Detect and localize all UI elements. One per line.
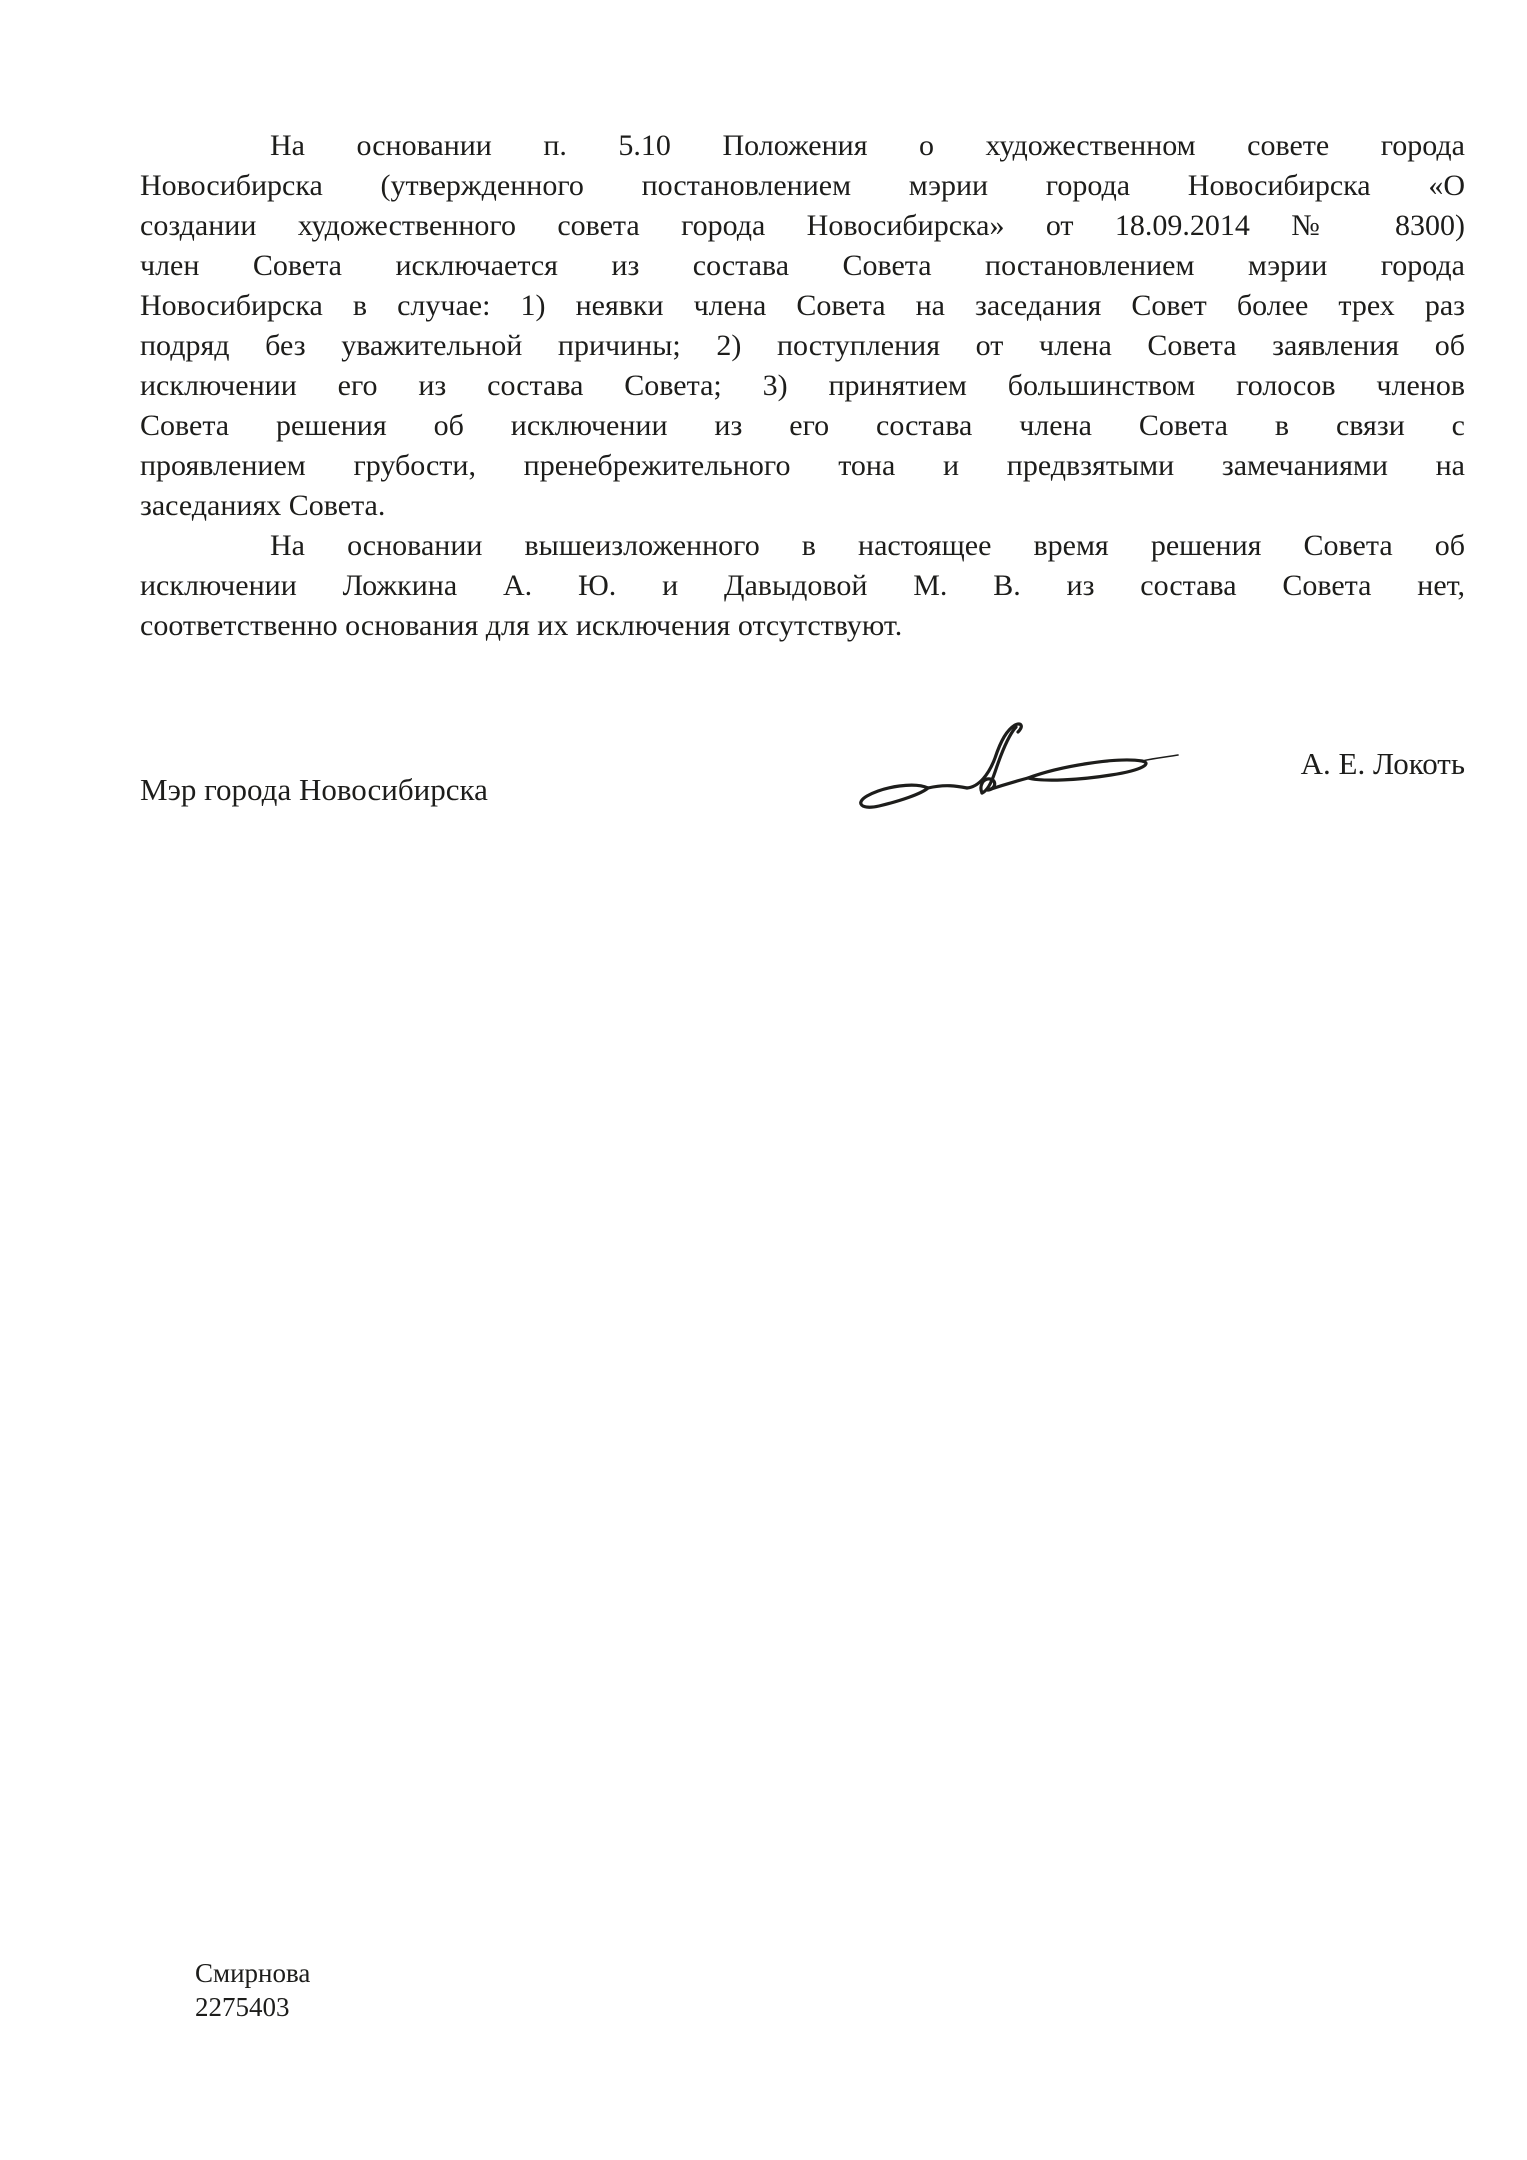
text-line: На основании п. 5.10 Положения о художественном совете города (270, 129, 1465, 162)
text-line: Совета решения об исключении из его состава члена Совета в связи с (140, 409, 1465, 442)
signature-icon (845, 710, 1190, 815)
letter-body (140, 126, 1465, 646)
executor-footer (195, 1956, 310, 2024)
text-line: соответственно основания для их исключения отсутствуют. (140, 609, 903, 642)
text-line: На основании вышеизложенного в настоящее время решения Совета об (270, 529, 1465, 562)
text-line: подряд без уважительной причины; 2) поступления от члена Совета заявления об (140, 329, 1465, 362)
paragraph-conclusion (140, 526, 1465, 646)
document-number: 2275403 (195, 1992, 290, 2022)
text-line: исключении Ложкина А. Ю. и Давыдовой М. В. из состава Совета нет, (140, 569, 1465, 602)
text-line: Новосибирска в случае: 1) неявки члена Совета на заседания Совет более трех раз (140, 289, 1465, 322)
signatory-name: А. Е. Локоть (1300, 746, 1465, 781)
signatory-title: Мэр города Новосибирска (140, 772, 488, 807)
paragraph-legal-basis (140, 126, 1465, 526)
text-line: член Совета исключается из состава Совета постановлением мэрии города (140, 249, 1465, 282)
text-line: заседаниях Совета. (140, 489, 386, 522)
signature-block (0, 700, 1527, 830)
executor-name: Смирнова (195, 1958, 311, 1988)
text-line: проявлением грубости, пренебрежительного тона и предвзятыми замечаниями на (140, 449, 1465, 482)
text-line: исключении его из состава Совета; 3) принятием большинством голосов членов (140, 369, 1465, 402)
text-line: создании художественного совета города Новосибирска» от 18.09.2014 № 8300) (140, 209, 1465, 242)
text-line: Новосибирска (утвержденного постановлением мэрии города Новосибирска «О (140, 169, 1465, 202)
